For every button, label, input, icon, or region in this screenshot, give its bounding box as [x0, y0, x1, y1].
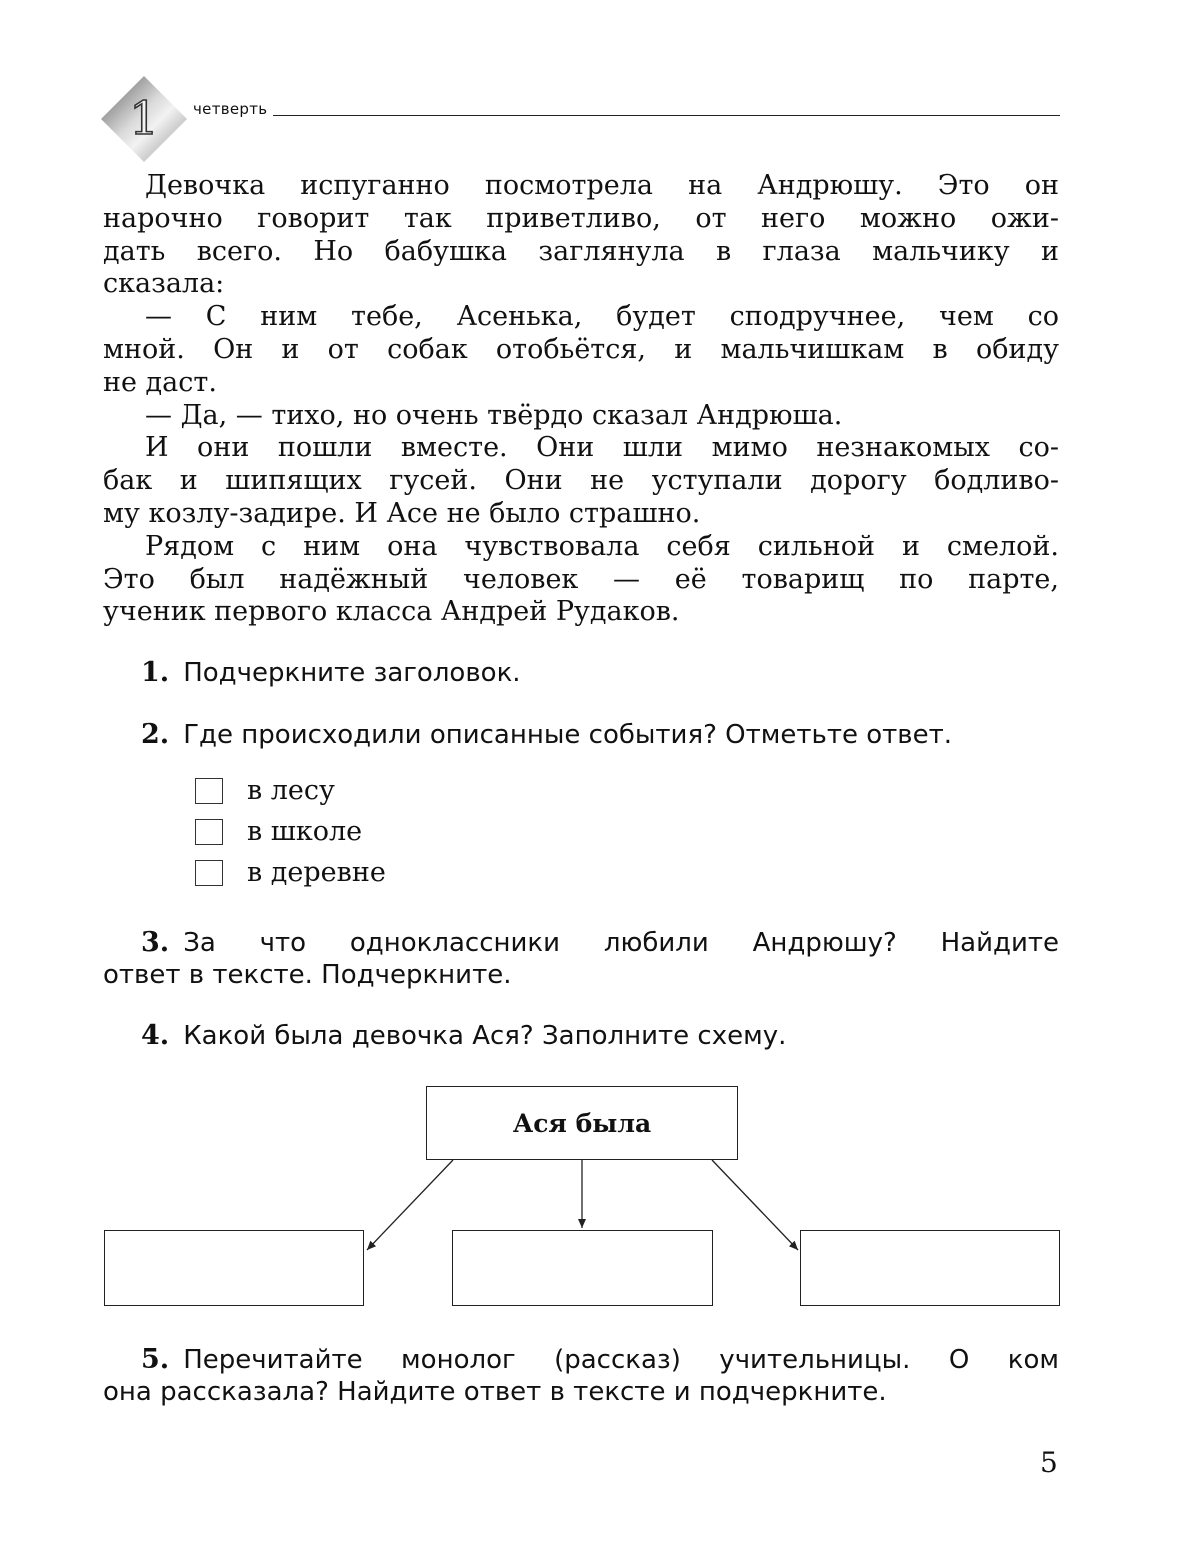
- story-text: [103, 170, 1059, 629]
- arrow-right: [712, 1160, 798, 1250]
- option-school[interactable]: [195, 811, 386, 852]
- task-number: 3.: [141, 927, 170, 958]
- story-line: мной. Он и от собак отобьётся, и мальчишкам в обиду: [103, 333, 1059, 365]
- scheme-answer-box-left[interactable]: [104, 1230, 364, 1306]
- story-line: сказала:: [103, 268, 225, 300]
- option-label: в деревне: [247, 857, 386, 888]
- scheme-top-label: Ася была: [512, 1108, 652, 1138]
- task-text: Какой была девочка Ася? Заполните схему.: [183, 1021, 787, 1051]
- task-text: она рассказала? Найдите ответ в тексте и подчеркните.: [103, 1377, 887, 1407]
- scheme-diagram: [0, 1080, 1200, 1320]
- task-text: ответ в тексте. Подчеркните.: [103, 960, 512, 990]
- story-line: И они пошли вместе. Они шли мимо незнакомых со-: [145, 432, 1059, 464]
- task-3: [103, 927, 1059, 991]
- diamond-badge-icon: [101, 76, 187, 162]
- task-1: [103, 657, 1059, 689]
- option-forest[interactable]: [195, 770, 386, 811]
- scheme-answer-box-right[interactable]: [800, 1230, 1060, 1306]
- task-text: Перечитайте монолог (рассказ) учительницы. О ком: [183, 1345, 1059, 1375]
- quarter-label: четверть: [193, 100, 268, 118]
- story-line: — Да, — тихо, но очень твёрдо сказал Андрюша.: [145, 399, 843, 431]
- task-number: 4.: [141, 1020, 170, 1051]
- option-checkbox[interactable]: [195, 778, 223, 804]
- story-line: бак и шипящих гусей. Они не уступали дорогу бодливо-: [103, 465, 1059, 497]
- story-line: не даст.: [103, 366, 217, 398]
- quarter-number: 1: [129, 91, 159, 145]
- option-checkbox[interactable]: [195, 860, 223, 886]
- task-text: Где происходили описанные события? Отметьте ответ.: [183, 720, 953, 750]
- task-number: 2.: [141, 719, 170, 750]
- story-line: ученик первого класса Андрей Рудаков.: [103, 596, 680, 628]
- task-text: За что одноклассники любили Андрюшу? Найдите: [183, 928, 1059, 958]
- task-number: 5.: [141, 1344, 170, 1375]
- quarter-badge: [101, 76, 187, 162]
- task-4: [103, 1020, 1059, 1052]
- answer-options: [195, 770, 386, 893]
- task-5: [103, 1344, 1059, 1408]
- option-label: в лесу: [247, 775, 335, 806]
- option-label: в школе: [247, 816, 363, 847]
- story-line: Это был надёжный человек — её товарищ по парте,: [103, 563, 1059, 595]
- task-2: [103, 719, 1059, 751]
- scheme-answer-box-middle[interactable]: [452, 1230, 713, 1306]
- arrow-left: [367, 1160, 453, 1250]
- story-line: — С ним тебе, Асенька, будет сподручнее, чем со: [145, 301, 1059, 333]
- page-number: 5: [1040, 1446, 1058, 1479]
- story-line: Рядом с ним она чувствовала себя сильной и смелой.: [145, 530, 1059, 562]
- scheme-top-box: [426, 1086, 738, 1160]
- story-line: му козлу-задире. И Асе не было страшно.: [103, 497, 701, 529]
- task-text: Подчеркните заголовок.: [183, 658, 521, 688]
- option-checkbox[interactable]: [195, 819, 223, 845]
- option-village[interactable]: [195, 852, 386, 893]
- story-line: Девочка испуганно посмотрела на Андрюшу. Это он: [145, 170, 1059, 201]
- task-number: 1.: [141, 657, 170, 688]
- story-line: дать всего. Но бабушка заглянула в глаза мальчику и: [103, 235, 1059, 267]
- story-line: нарочно говорит так приветливо, от него можно ожи-: [103, 202, 1059, 234]
- header-rule: [273, 115, 1060, 116]
